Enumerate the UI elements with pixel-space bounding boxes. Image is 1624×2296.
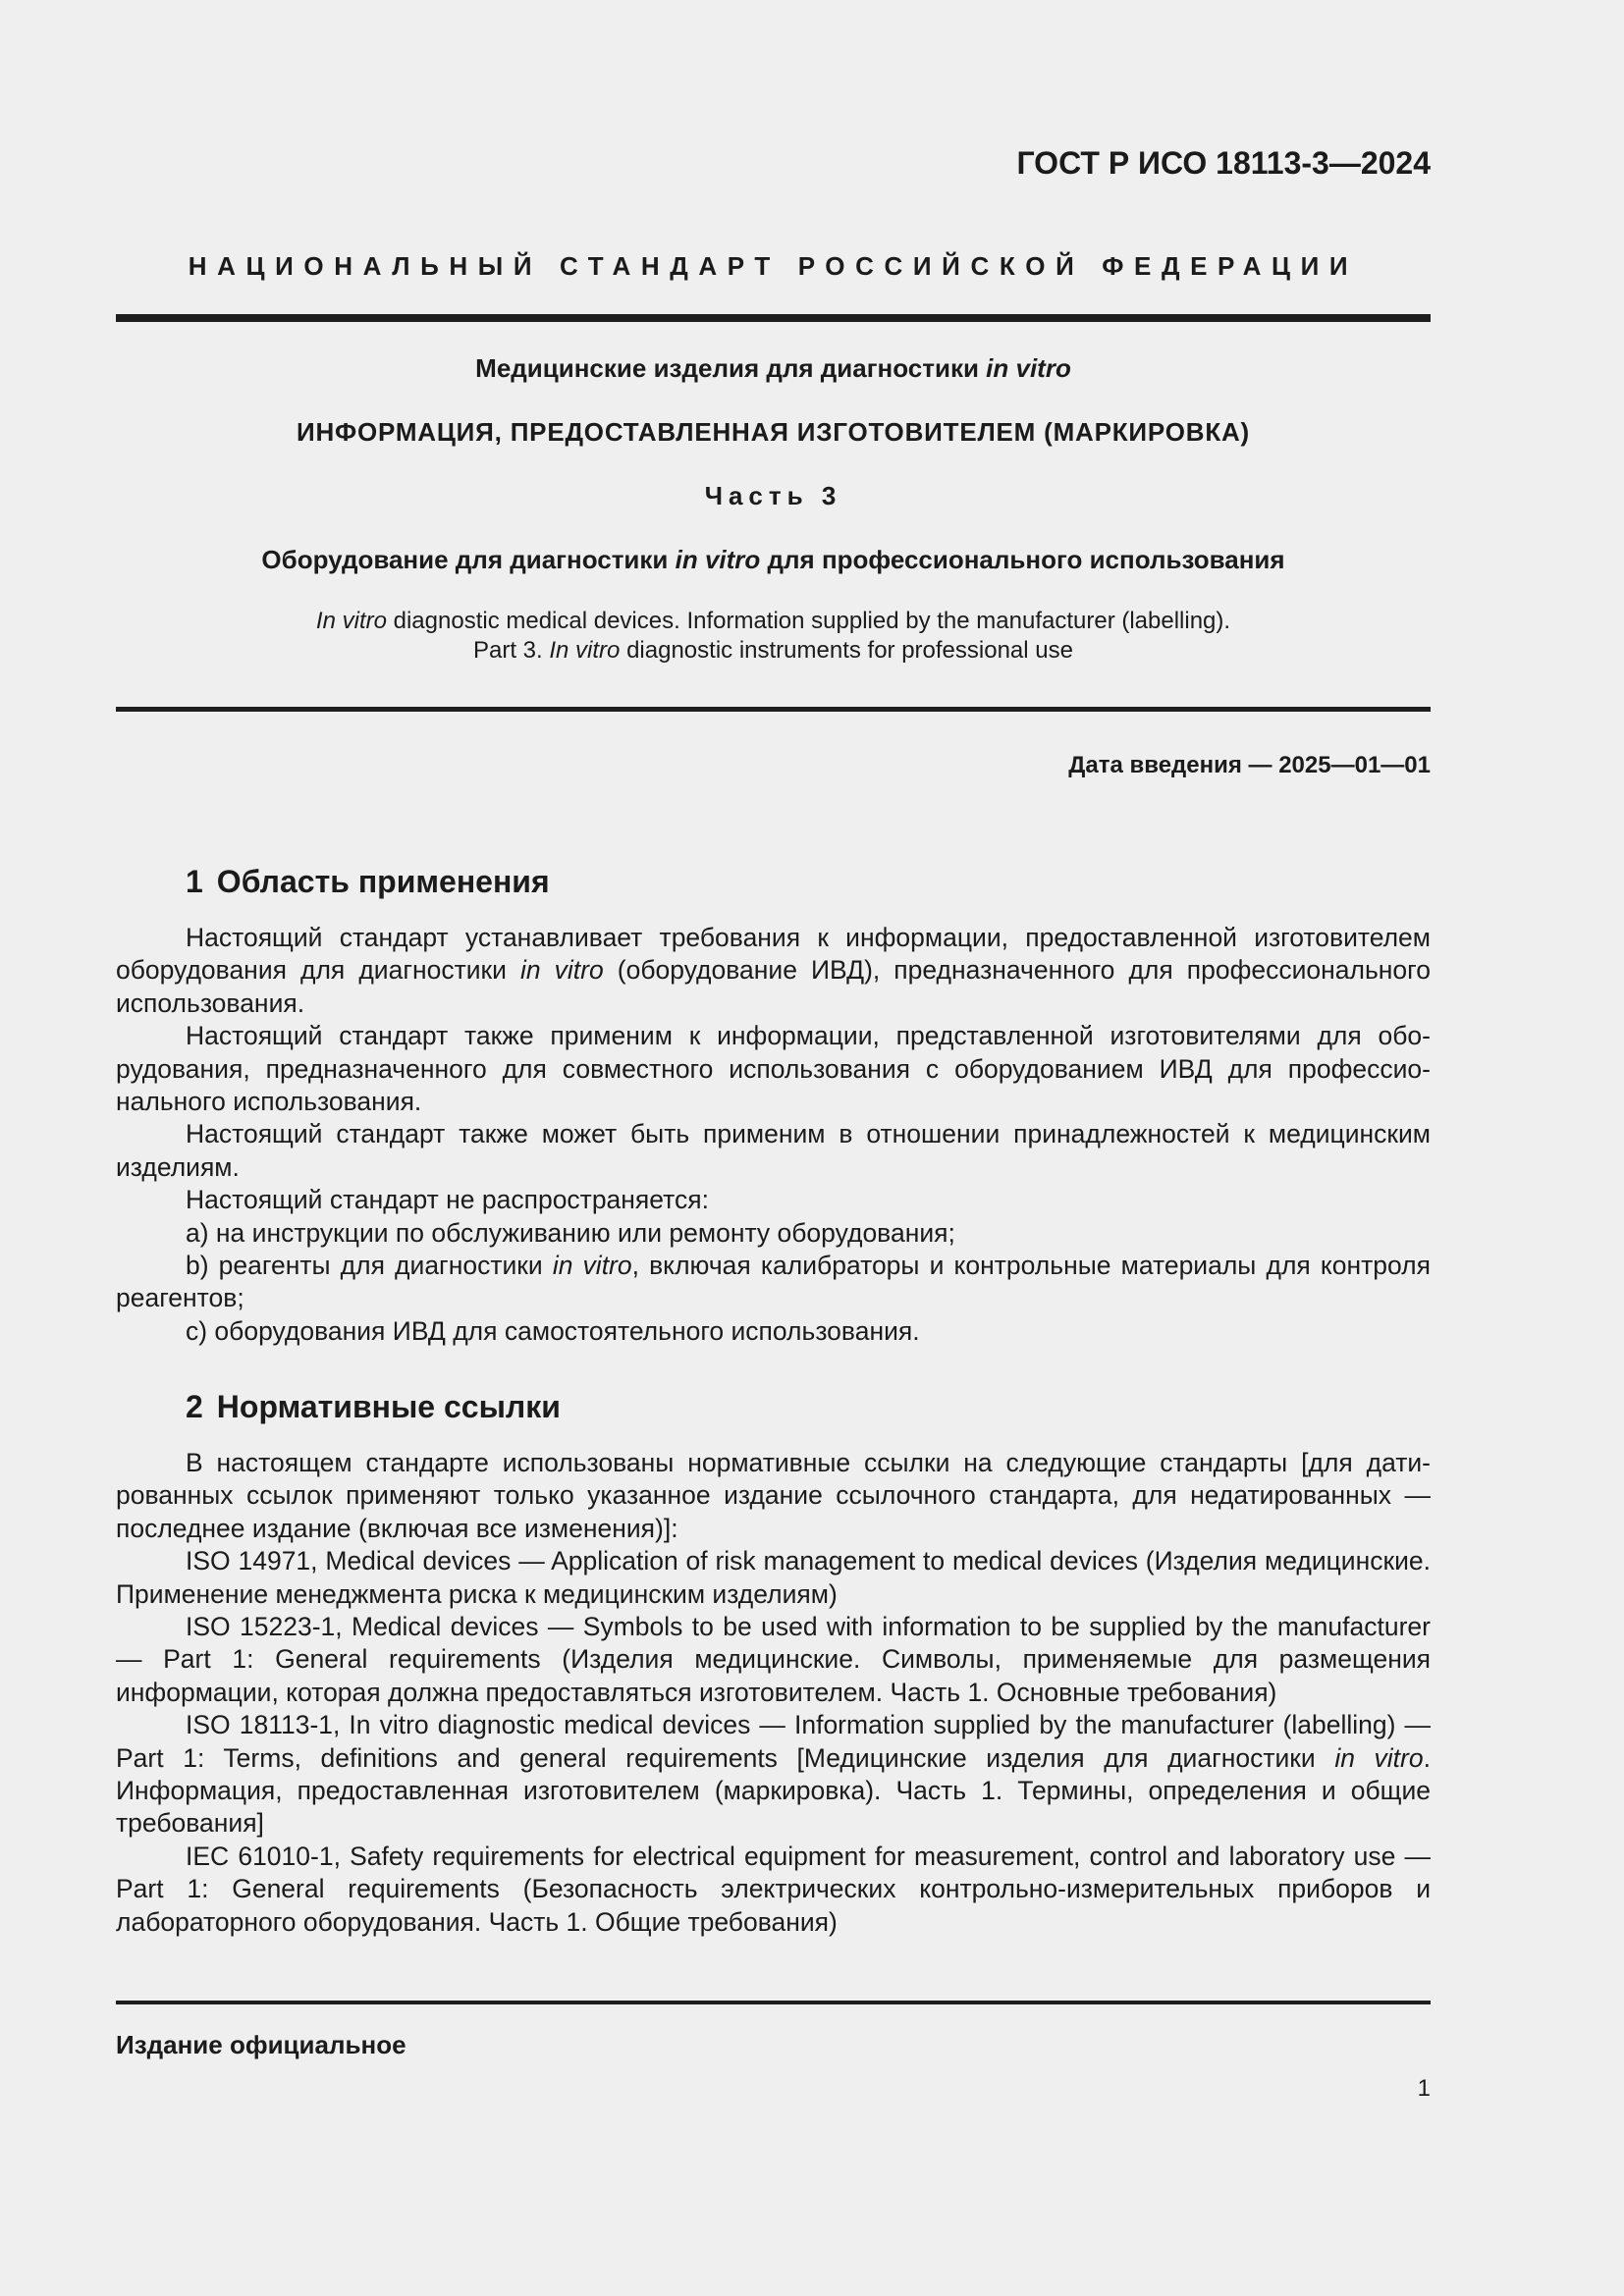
reference-iso-14971: ISO 14971, Medical devices — Application of risk management to medical devices (Изделия медицинские. Применение менеджмента риска к медицинским изделиям) bbox=[116, 1546, 1431, 1609]
english-title bbox=[116, 607, 1431, 666]
section-1-body bbox=[116, 922, 1431, 1348]
section-2-body bbox=[116, 1447, 1431, 1939]
reference-iso-18113-1: ISO 18113-1, In vitro diagnostic medical devices — Information supplied by the manufacturer (labelling) — Part 1: Terms, definitions and general requirements [Медицинские изделия для диагностики in vitro. Информация, предоставленная изготовителем (маркировка). Часть 1. Термины, определения и общие требования] bbox=[116, 1710, 1431, 1839]
official-edition-label: Издание официальное bbox=[116, 2030, 406, 2059]
part-label: Часть 3 bbox=[704, 481, 842, 510]
english-title-line-2: Part 3. In vitro diagnostic instruments for professional use bbox=[473, 637, 1073, 664]
top-thick-rule bbox=[116, 314, 1431, 322]
reference-iec-61010-1: IEC 61010-1, Safety requirements for electrical equipment for measurement, control and laboratory use — Part 1: General requirements (Безопасность электрических контрольно-измерительных приборов и лабораторного оборудования. Часть 1. Общие требования) bbox=[116, 1841, 1431, 1937]
section-1-heading: 1 Область применения bbox=[186, 864, 550, 899]
title-line-3: Оборудование для диагностики in vitro для профессионального использования bbox=[261, 545, 1285, 574]
paragraph: Настоящий стандарт устанавливает требования к информации, предоставленной изготовителем оборудования для диагностики in vitro (оборудование ИВД), предназначенного для профессионального использования. bbox=[116, 923, 1431, 1018]
list-item-a: a) на инструкции по обслуживанию или ремонту оборудования; bbox=[186, 1217, 955, 1248]
paragraph: Настоящий стандарт не распространяется: bbox=[186, 1185, 709, 1215]
english-title-line-1: In vitro diagnostic medical devices. Information supplied by the manufacturer (labelling). bbox=[315, 608, 1231, 634]
document-number: ГОСТ Р ИСО 18113-3—2024 bbox=[1016, 145, 1431, 181]
list-item-b: b) реагенты для диагностики in vitro, включая калибраторы и контрольные материалы для контроля реагентов; bbox=[116, 1251, 1431, 1313]
list-item-c: c) оборудования ИВД для самостоятельного использования. bbox=[186, 1315, 920, 1346]
title-line-1: Медицинские изделия для диагностики in vitro bbox=[475, 353, 1071, 383]
paragraph: Настоящий стандарт также применим к информации, представленной изготовителями для оборудования, предназначенного для совместного использования с оборудованием ИВД для профессионального использования. bbox=[116, 1021, 1431, 1117]
footer-rule bbox=[116, 2001, 1431, 2004]
reference-iso-15223-1: ISO 15223-1, Medical devices — Symbols to be used with information to be supplied by the manufacturer — Part 1: General requirements (Изделия медицинские. Символы, применяемые для размещения информации, которая должна предоставляться изготовителем. Часть 1. Основные требования) bbox=[116, 1612, 1431, 1707]
section-2-heading: 2 Нормативные ссылки bbox=[186, 1389, 561, 1424]
paragraph: Настоящий стандарт также может быть применим в отношении принадлежностей к медицинским изделиям. bbox=[116, 1119, 1431, 1182]
paragraph: В настоящем стандарте использованы нормативные ссылки на следующие стандарты [для датированных ссылок применяют только указанное издание ссылочного стандарта, для недатированных — последнее издание (включая все изменения)]: bbox=[116, 1448, 1431, 1543]
introduction-date: Дата введения — 2025—01—01 bbox=[1068, 752, 1431, 778]
national-standard-banner: НАЦИОНАЛЬНЫЙ СТАНДАРТ РОССИЙСКОЙ ФЕДЕРАЦИИ bbox=[188, 251, 1359, 281]
title-bottom-rule bbox=[116, 707, 1431, 712]
title-line-2: ИНФОРМАЦИЯ, ПРЕДОСТАВЛЕННАЯ ИЗГОТОВИТЕЛЕМ (МАРКИРОВКА) bbox=[296, 417, 1251, 447]
page-number: 1 bbox=[1417, 2075, 1431, 2102]
